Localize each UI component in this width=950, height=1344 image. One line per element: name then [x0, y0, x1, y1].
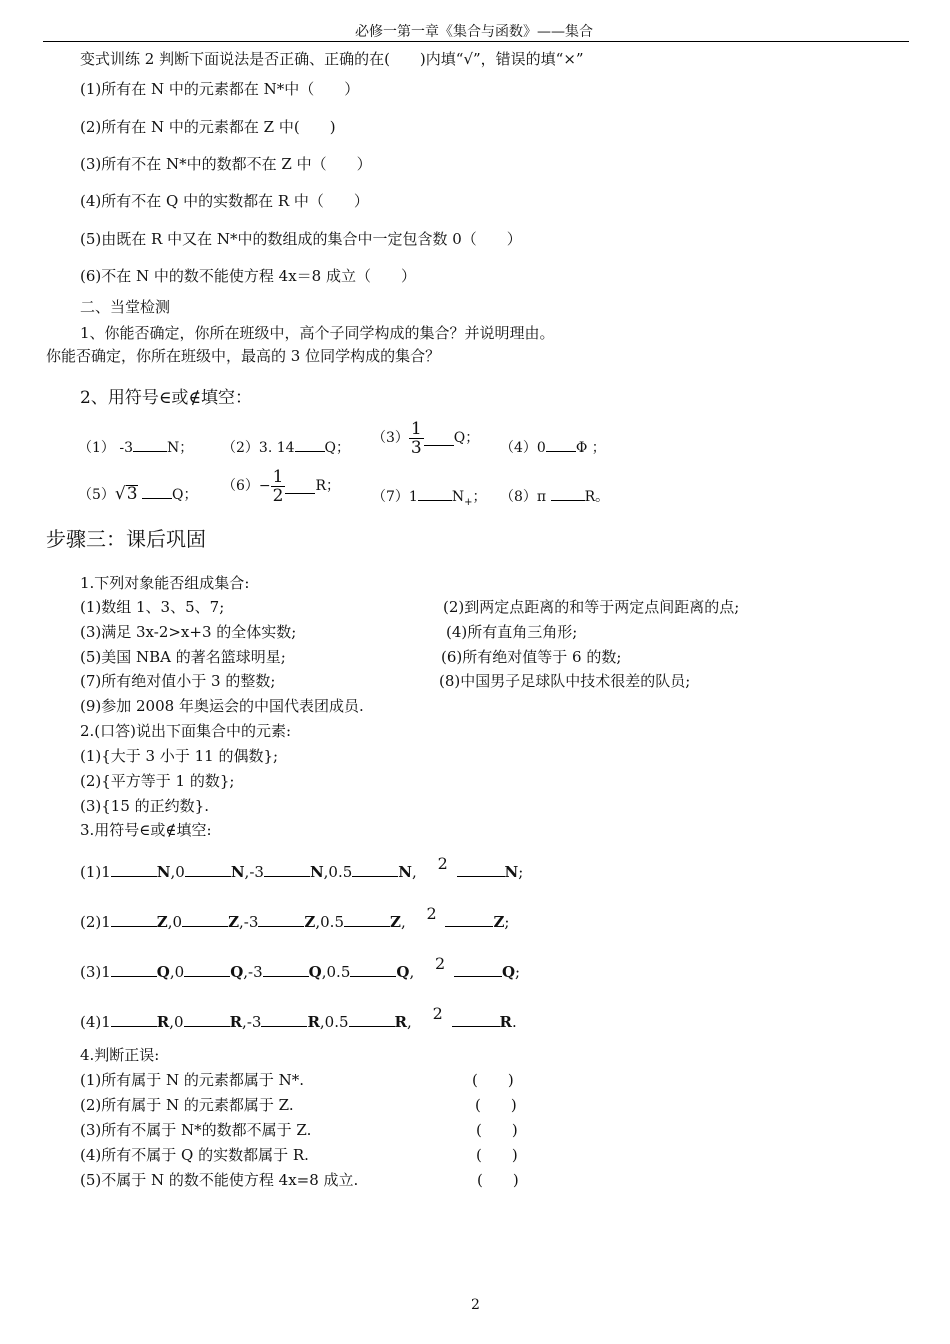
fraction-one-half: $\frac{1}{2}$: [272, 467, 284, 506]
page-header-title: 必修一第一章《集合与函数》——集合: [355, 24, 593, 40]
fill-row1-item3: （3） $\frac{1}{3}$ Q；: [372, 419, 480, 458]
fill-row2-item8: （8）π R。: [500, 486, 609, 506]
header-rule: [43, 41, 909, 42]
q3-title: 3.用符号∈或∉填空:: [80, 821, 212, 839]
q2-item-3: (3){15 的正约数}.: [80, 797, 209, 815]
q3-row-4: (4)1 R,0 R,-3 R,0.5 R, 2 R.: [80, 1004, 517, 1031]
page-number: 2: [471, 1297, 480, 1313]
q1-left-1: (1)数组 1、3、5、7;: [80, 598, 225, 616]
q4-item-2: (2)所有属于 N 的元素都属于 Z.: [80, 1096, 294, 1114]
fill-row1-item2: （2）3. 14 Q；: [222, 437, 350, 457]
q2-item-1: (1){大于 3 小于 11 的偶数};: [80, 747, 279, 765]
q3-row-3: (3)1 Q,0 Q,-3 Q,0.5 Q, 2 Q;: [80, 954, 521, 981]
q3-row-1: (1)1 N,0 N,-3 N,0.5 N, 2 N;: [80, 854, 524, 881]
exercise2-item-4: (4)所有不在 Q 中的实数都在 R 中（ ）: [80, 192, 369, 210]
q1-right-4: (8)中国男子足球队中技术很差的队员;: [439, 672, 691, 690]
q4-answer-2: ( ): [475, 1096, 517, 1114]
section2-title: 二、当堂检测: [80, 298, 171, 316]
q1-left-2: (3)满足 3x-2>x+3 的全体实数;: [80, 623, 297, 641]
sqrt-three: 3: [126, 484, 138, 504]
q4-item-3: (3)所有不属于 N*的数都不属于 Z.: [80, 1121, 312, 1139]
q4-item-5: (5)不属于 N 的数不能使方程 4x=8 成立.: [80, 1171, 359, 1189]
exercise2-item-2: (2)所有在 N 中的元素都在 Z 中( ): [80, 118, 336, 136]
q4-item-4: (4)所有不属于 Q 的实数都属于 R.: [80, 1146, 309, 1164]
q4-answer-4: ( ): [476, 1146, 518, 1164]
exercise2-intro: 变式训练 2 判断下面说法是否正确、正确的在( )内填“√”，错误的填“×”: [80, 50, 584, 68]
section2-q1-line1: 1、你能否确定，你所在班级中，高个子同学构成的集合？并说明理由。: [80, 324, 555, 342]
fill-row1-item4: （4）0 Φ ；: [500, 437, 606, 457]
exercise2-item-1: (1)所有在 N 中的元素都在 N*中（ ）: [80, 80, 360, 98]
fill-row2-item6: （6）− $\frac{1}{2}$ R；: [222, 467, 341, 506]
step3-title: 步骤三：课后巩固: [46, 527, 206, 551]
q4-answer-3: ( ): [476, 1121, 518, 1139]
q1-right-3: (6)所有绝对值等于 6 的数;: [441, 648, 622, 666]
q4-title: 4.判断正误:: [80, 1046, 160, 1064]
q3-row-2: (2)1 Z,0 Z,-3 Z,0.5 Z, 2 Z;: [80, 904, 510, 931]
exercise2-item-3: (3)所有不在 N*中的数都不在 Z 中（ ）: [80, 155, 372, 173]
q1-left-4: (7)所有绝对值小于 3 的整数;: [80, 672, 276, 690]
q1-right-1: (2)到两定点距离的和等于两定点间距离的点;: [443, 598, 740, 616]
q4-answer-1: ( ): [472, 1071, 514, 1089]
q2-item-2: (2){平方等于 1 的数};: [80, 772, 235, 790]
section2-q2-title: 2、用符号∈或∉填空：: [80, 388, 252, 408]
q4-answer-5: ( ): [477, 1171, 519, 1189]
q1-right-2: (4)所有直角三角形;: [446, 623, 578, 641]
section2-q1-line2: 你能否确定，你所在班级中，最高的 3 位同学构成的集合？: [46, 347, 441, 365]
fraction-one-third: $\frac{1}{3}$: [410, 419, 422, 458]
q1-left-3: (5)美国 NBA 的著名篮球明星;: [80, 648, 286, 666]
q4-item-1: (1)所有属于 N 的元素都属于 N*.: [80, 1071, 305, 1089]
q2-title: 2.(口答)说出下面集合中的元素:: [80, 722, 292, 740]
q1-left-5: (9)参加 2008 年奥运会的中国代表团成员.: [80, 697, 364, 715]
fill-row2-item5: （5）√3 Q；: [78, 484, 198, 504]
exercise2-item-5: (5)由既在 R 中又在 N*中的数组成的集合中一定包含数 0（ ）: [80, 230, 522, 248]
fill-row2-item7: （7）1 $N_+$；: [372, 486, 486, 511]
q1-title: 1.下列对象能否组成集合:: [80, 574, 250, 592]
fill-row1-item1: （1） -3 N；: [78, 437, 193, 457]
exercise2-item-6: (6)不在 N 中的数不能使方程 4x＝8 成立（ ）: [80, 267, 416, 285]
